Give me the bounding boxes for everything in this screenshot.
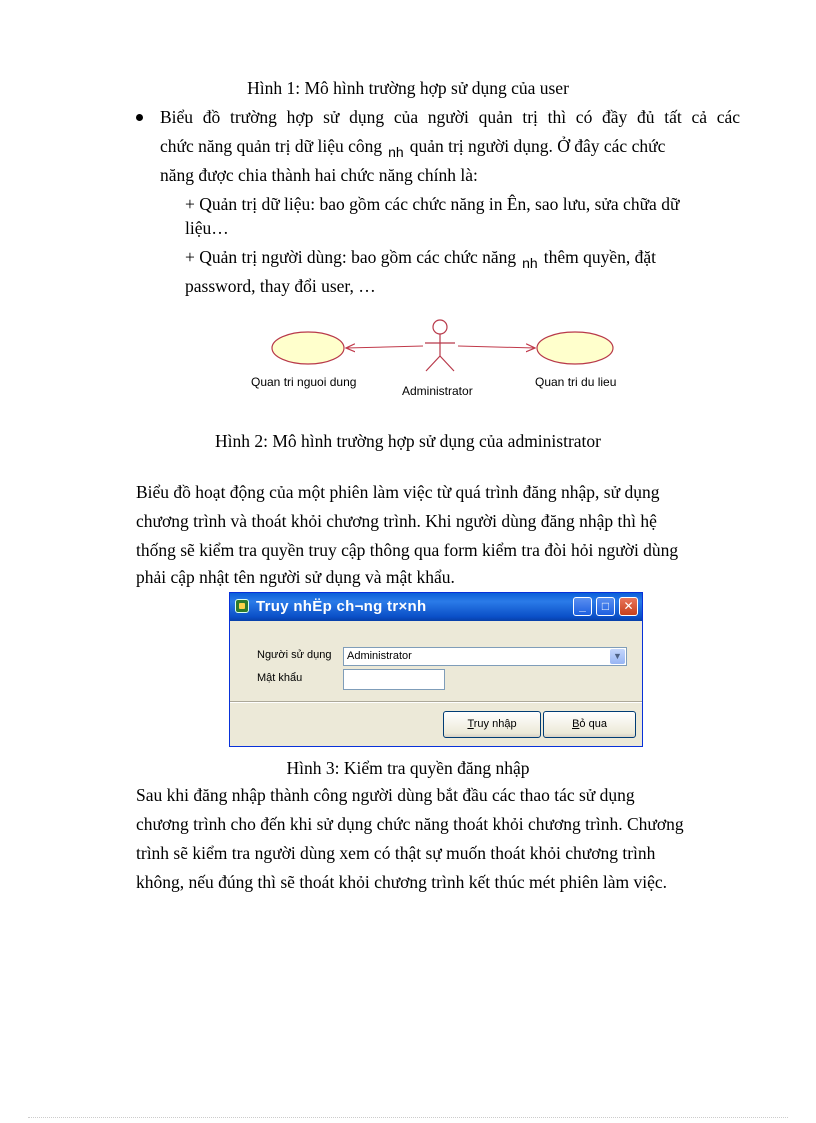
bullet-item-2a bbox=[185, 243, 656, 273]
login-dialog bbox=[229, 592, 643, 747]
page-bottom-rule bbox=[28, 1117, 788, 1118]
cancel-label: ỏ qua bbox=[579, 718, 607, 730]
minimize-button[interactable]: _ bbox=[573, 597, 592, 616]
app-icon bbox=[235, 599, 249, 613]
actor-figure bbox=[425, 320, 455, 371]
use-case-ellipse-right bbox=[537, 332, 613, 364]
use-case-label-left: Quan tri nguoi dung bbox=[251, 375, 357, 389]
chevron-down-icon[interactable]: ▼ bbox=[610, 649, 625, 664]
paragraph-2-line-1: Sau khi đăng nhập thành công người dùng bắt đầu các thao tác sử dụng bbox=[136, 785, 635, 805]
paragraph-1-line-3: thống sẽ kiểm tra quyền truy cập thông qua form kiểm tra đòi hỏi người dùng bbox=[136, 540, 679, 560]
cancel-hotkey: B bbox=[572, 718, 580, 730]
bullet-item-2c: password, thay đổi user, … bbox=[185, 276, 376, 296]
paragraph-2-line-2: chương trình cho đến khi sử dụng chức năng thoát khỏi chương trình. Chương bbox=[136, 814, 684, 834]
figure-3-caption: Hình 3: Kiểm tra quyền đăng nhập bbox=[286, 758, 530, 778]
user-select[interactable] bbox=[343, 647, 627, 666]
bullet-item-2b-text: thêm quyền, đặt bbox=[543, 247, 656, 267]
login-hotkey: T bbox=[467, 718, 474, 730]
dialog-separator bbox=[230, 701, 642, 703]
use-case-ellipse-left bbox=[272, 332, 344, 364]
cancel-button[interactable] bbox=[543, 711, 636, 738]
paragraph-1-line-4: phải cập nhật tên người sử dụng và mật khẩu. bbox=[136, 567, 455, 587]
bullet-line-2-sub: nh bbox=[388, 144, 404, 160]
arrow-to-right bbox=[458, 346, 535, 348]
user-label: Người sử dụng bbox=[257, 649, 332, 661]
arrow-to-left bbox=[346, 346, 423, 348]
user-select-value: Administrator bbox=[347, 650, 412, 662]
paragraph-1-line-2: chương trình và thoát khỏi chương trình. Khi người dùng đăng nhập thì hệ bbox=[136, 511, 657, 531]
dialog-title: Truy nhËp ch¬ng tr×nh bbox=[256, 598, 427, 615]
bullet-item-2-sub: nh bbox=[522, 255, 538, 271]
figure-1-caption: Hình 1: Mô hình trường hợp sử dụng của user bbox=[247, 78, 569, 98]
close-button[interactable]: ✕ bbox=[619, 597, 638, 616]
maximize-button[interactable]: □ bbox=[596, 597, 615, 616]
actor-label: Administrator bbox=[402, 384, 473, 398]
bullet-item-1a: + Quản trị dữ liệu: bao gồm các chức năng in Ên, sao lưu, sửa chữa dữ bbox=[185, 194, 680, 214]
use-case-label-right: Quan tri du lieu bbox=[535, 375, 617, 389]
paragraph-2-line-3: trình sẽ kiểm tra người dùng xem có thật sự muốn thoát khỏi chương trình bbox=[136, 843, 656, 863]
dialog-titlebar[interactable] bbox=[230, 593, 642, 621]
bullet-line-2a: chức năng quản trị dữ liệu công bbox=[160, 136, 383, 156]
login-button[interactable] bbox=[443, 711, 541, 738]
paragraph-2-line-4: không, nếu đúng thì sẽ thoát khỏi chương trình kết thúc mét phiên làm việc. bbox=[136, 872, 667, 892]
bullet-line-3: năng được chia thành hai chức năng chính là: bbox=[160, 165, 478, 185]
bullet-dot bbox=[136, 114, 143, 121]
bullet-line-2b: quản trị người dụng. Ở đây các chức bbox=[409, 136, 666, 156]
login-label: ruy nhập bbox=[473, 718, 517, 730]
figure-2-caption: Hình 2: Mô hình trường hợp sử dụng của administrator bbox=[215, 431, 601, 451]
bullet-line-1: Biểu đồ trường hợp sử dụng của người quản trị thì có đầy đủ tất cả các bbox=[160, 107, 740, 127]
password-label: Mật khẩu bbox=[257, 672, 303, 684]
bullet-item-2a-text: + Quản trị người dùng: bao gồm các chức năng bbox=[185, 247, 517, 267]
paragraph-1-line-1: Biểu đồ hoạt động của một phiên làm việc từ quá trình đăng nhập, sử dụng bbox=[136, 482, 660, 502]
password-input[interactable] bbox=[343, 669, 445, 690]
use-case-diagram bbox=[245, 318, 625, 408]
bullet-item-1b: liệu… bbox=[185, 218, 229, 238]
bullet-line-2 bbox=[160, 132, 665, 162]
